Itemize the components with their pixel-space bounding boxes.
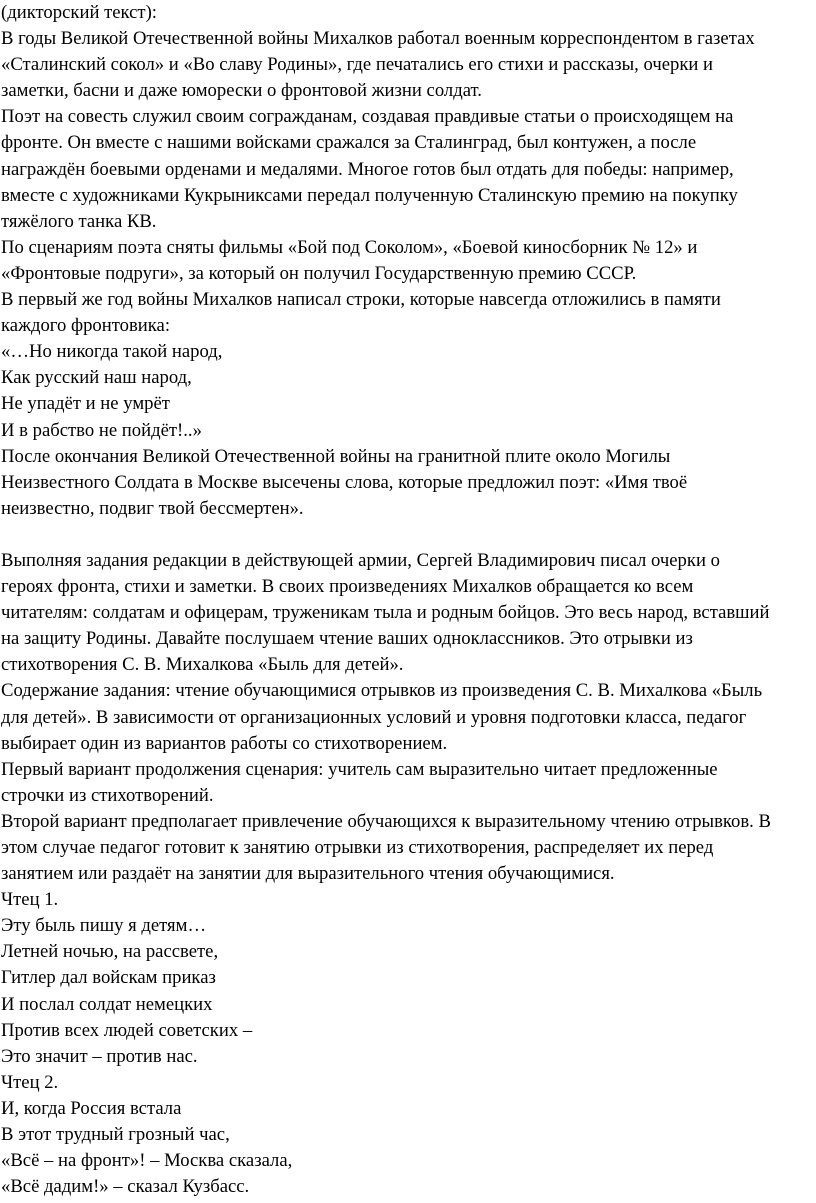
text-line: И, когда Россия встала bbox=[1, 1097, 182, 1119]
text-line: читателям: солдатам и офицерам, труженикам тыла и родным бойцов. Это весь народ, вставший bbox=[1, 602, 770, 624]
text-line: В первый же год войны Михалков написал строки, которые навсегда отложились в памяти bbox=[1, 289, 721, 311]
text-line: для детей». В зависимости от организационных условий и уровня подготовки класса, педагог bbox=[1, 706, 747, 728]
text-line: Содержание задания: чтение обучающимися отрывков из произведения С. В. Михалкова «Быль bbox=[1, 680, 763, 702]
text-line: Против всех людей советских – bbox=[1, 1019, 253, 1041]
text-line: вместе с художниками Кукрыниксами передал полученную Сталинскую премию на покупку bbox=[1, 184, 738, 206]
text-line: «…Но никогда такой народ, bbox=[1, 341, 223, 363]
text-line: Летней ночью, на рассвете, bbox=[1, 941, 219, 963]
text-line: Второй вариант предполагает привлечение обучающихся к выразительному чтению отрывков. В bbox=[1, 810, 771, 832]
text-line: «Сталинский сокол» и «Во славу Родины», где печатались его стихи и рассказы, очерки и bbox=[1, 54, 714, 76]
blank-line bbox=[1, 522, 815, 548]
text-line: награждён боевыми орденами и медалями. Многое готов был отдать для победы: например, bbox=[1, 158, 734, 180]
text-line: стихотворения С. В. Михалкова «Быль для детей». bbox=[1, 654, 404, 676]
text-line: неизвестно, подвиг твой бессмертен». bbox=[1, 497, 304, 519]
text-line: Гитлер дал войскам приказ bbox=[1, 967, 216, 989]
text-line: строчки из стихотворений. bbox=[1, 784, 214, 806]
text-line: выбирает один из вариантов работы со стихотворением. bbox=[1, 732, 448, 754]
text-line: этом случае педагог готовит к занятию отрывки из стихотворения, распределяет их перед bbox=[1, 837, 714, 858]
text-line: Это значит – против нас. bbox=[1, 1045, 198, 1067]
text-line: «Всё – на фронт»! – Москва сказала, bbox=[1, 1150, 293, 1172]
text-line: Выполняя задания редакции в действующей армии, Сергей Владимирович писал очерки о bbox=[1, 549, 720, 571]
text-line: Эту быль пишу я детям… bbox=[1, 915, 207, 937]
text-line: В этот трудный грозный час, bbox=[1, 1124, 230, 1146]
text-line: Не упадёт и не умрёт bbox=[1, 393, 170, 415]
text-line: заметки, басни и даже юморески о фронтовой жизни солдат. bbox=[1, 80, 482, 102]
text-line: фронте. Он вместе с нашими войсками сражался за Сталинград, был контужен, а после bbox=[1, 132, 697, 154]
text-line: (дикторский текст): bbox=[1, 2, 157, 23]
text-line: По сценариям поэта сняты фильмы «Бой под Соколом», «Боевой киносборник № 12» и bbox=[1, 236, 698, 258]
text-line: тяжёлого танка КВ. bbox=[1, 210, 157, 232]
text-line: героях фронта, стихи и заметки. В своих произведениях Михалков обращается ко всем bbox=[1, 576, 694, 598]
text-line: на защиту Родины. Давайте послушаем чтение ваших одноклассников. Это отрывки из bbox=[1, 628, 693, 650]
text-line: После окончания Великой Отечественной войны на гранитной плите около Могилы bbox=[1, 445, 671, 467]
text-line: Как русский наш народ, bbox=[1, 367, 192, 389]
text-line: В годы Великой Отечественной войны Михалков работал военным корреспондентом в газетах bbox=[1, 28, 755, 50]
text-line: «Всё дадим!» – сказал Кузбасс. bbox=[1, 1176, 250, 1198]
text-line: Первый вариант продолжения сценария: учитель сам выразительно читает предложенные bbox=[1, 758, 718, 780]
text-line: «Фронтовые подруги», за который он получил Государственную премию СССР. bbox=[1, 262, 637, 284]
text-line: И в рабство не пойдёт!..» bbox=[1, 419, 202, 441]
text-line: Чтец 1. bbox=[1, 889, 59, 911]
text-line: Чтец 2. bbox=[1, 1071, 59, 1093]
text-line: занятием или раздаёт на занятии для выразительного чтения обучающимися. bbox=[1, 863, 615, 885]
text-line: И послал солдат немецких bbox=[1, 993, 213, 1015]
text-line: Поэт на совесть служил своим согражданам, создавая правдивые статьи о происходящем на bbox=[1, 106, 734, 128]
text-line: каждого фронтовика: bbox=[1, 315, 171, 337]
text-line: Неизвестного Солдата в Москве высечены слова, которые предложил поэт: «Имя твоё bbox=[1, 471, 688, 493]
